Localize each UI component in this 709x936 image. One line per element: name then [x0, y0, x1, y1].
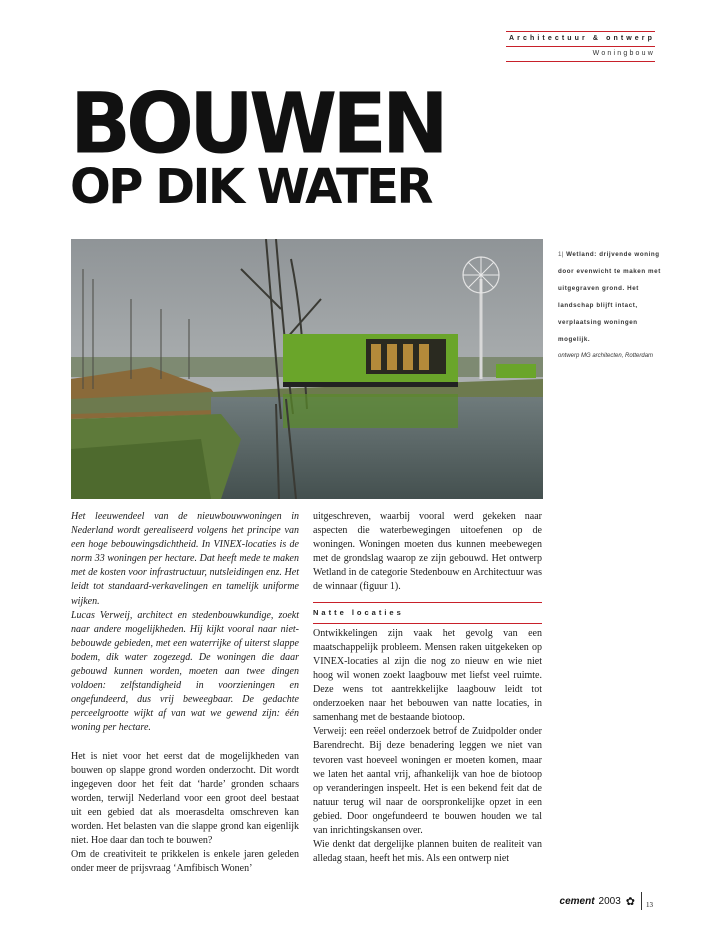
body-right [313, 510, 542, 866]
body-paragraph-4: Ontwikkelingen zijn vaak het gevolg van een maatschappelijk probleem. Mensen raken uitgekeken op VINEX-locaties al zijn die nog zo nieuw en wie niet hoog wil wonen zoekt laagbouw met liefst veel ruimte. Deze wens tot aantrekkelijke laagbouw leidt tot onderzoeken naar het bebouwen van natte locaties, in samenhang met de bestaande biotoop. [313, 627, 542, 724]
flower-icon: ✿ [625, 895, 635, 908]
caption-number: 1| [558, 251, 564, 258]
body-left [71, 750, 299, 877]
photo-caption [558, 246, 670, 365]
header-rule-bottom [506, 61, 655, 62]
running-header [506, 31, 655, 62]
footer-divider [641, 892, 642, 910]
magazine-name: cement [559, 895, 595, 907]
subhead-block [313, 602, 542, 624]
column-right [313, 510, 542, 866]
page-number: 13 [646, 901, 653, 909]
column-left [71, 510, 299, 876]
page-footer [560, 892, 653, 910]
body-paragraph-6: Wie denkt dat dergelijke plannen buiten de realiteit van alledag staan, heeft het mis. Als een ontwerp niet [313, 839, 542, 865]
subhead-rule-bottom [313, 623, 542, 624]
body-paragraph-5: Verweij: een reëel onderzoek betrof de Zuidpolder onder Barendrecht. Bij deze benadering leggen we niet van tevoren vast hoeveel woningen er moeten komen, maar we laten het aantal vrij, afhankelijk van hoe de biotoop op veranderingen inspeelt. Het is een bekend feit dat de natuur terug wil naar de oorspronkelijke opzet in een gebied. Door ongefundeerd te bouwen houden we tal van inrichtingskansen over. [313, 726, 542, 836]
intro [71, 510, 299, 736]
intro-paragraph-2: Lucas Verweij, architect en stedenbouwkundige, zoekt naar andere mogelijkheden. Hij kijkt vooral naar niet-bebouwde gebieden, met een waterrijke of uiterst slappe bodem, dik water zogezegd. De woningen die daar gebouwd kunnen worden, moeten aan twee dingen voldoen: zelfstandigheid in voorzieningen en ongefundeerd, dus vrij beweegbaar. De gedachte perceelgrootte wijkt af van wat we gewend zijn: één woning per hectare. [71, 609, 299, 734]
caption-credit: ontwerp MG architecten, Rotterdam [558, 353, 654, 359]
title-line-2: OP DIK WATER [70, 159, 432, 215]
issue-year: 2003 [598, 895, 621, 907]
body-paragraph-3: uitgeschreven, waarbij vooral werd gekeken naar aspecten die waterbewegingen uitoefenen op de woningen. Woningen moeten dus kunnen meebewegen met de grondslag waarop ze zijn gebouwd. Het ontwerp Wetland in de categorie Stedenbouw en Architectuur was de winnaar (figuur 1). [313, 511, 542, 593]
body-paragraph-1: Het is niet voor het eerst dat de mogelijkheden van bouwen op slappe grond worden onderzocht. Dit wordt ingegeven door het feit dat ‘harde’ gronden schaars worden, terwijl Nederland voor een groot deel bestaat uit een gebied dat als moerasdelta omschreven kan worden. Het belasten van die slappe grond kan eigenlijk niet. Hoe daar dan toch te bouwen? [71, 750, 299, 847]
photo-illustration [71, 239, 543, 499]
caption-text: Wetland: drijvende woning door evenwicht te maken met uitgegraven grond. Het landschap blijft intact, verplaatsing woningen mogelijk. [558, 251, 661, 343]
body-paragraph-2: Om de creativiteit te prikkelen is enkele jaren geleden onder meer de prijsvraag ‘Amfibisch Wonen’ [71, 849, 299, 875]
header-section: Architectuur & ontwerp [509, 35, 655, 42]
header-subsection: Woningbouw [592, 50, 655, 57]
title-line-1: BOUWEN [70, 74, 444, 173]
intro-paragraph-1: Het leeuwendeel van de nieuwbouwwoningen in Nederland wordt gerealiseerd volgens het principe van een hoge bebouwingsdichtheid. In VINEX-locaties is de norm 33 woningen per hectare. Dat heeft mede te maken met de kosten voor infrastructuur, nutsleidingen enz. Het leidt tot standaard-verkavelingen en tamelijk uniforme wijken. [71, 511, 299, 607]
photo-floating-house [71, 239, 543, 499]
subhead: Natte locaties [313, 607, 404, 617]
